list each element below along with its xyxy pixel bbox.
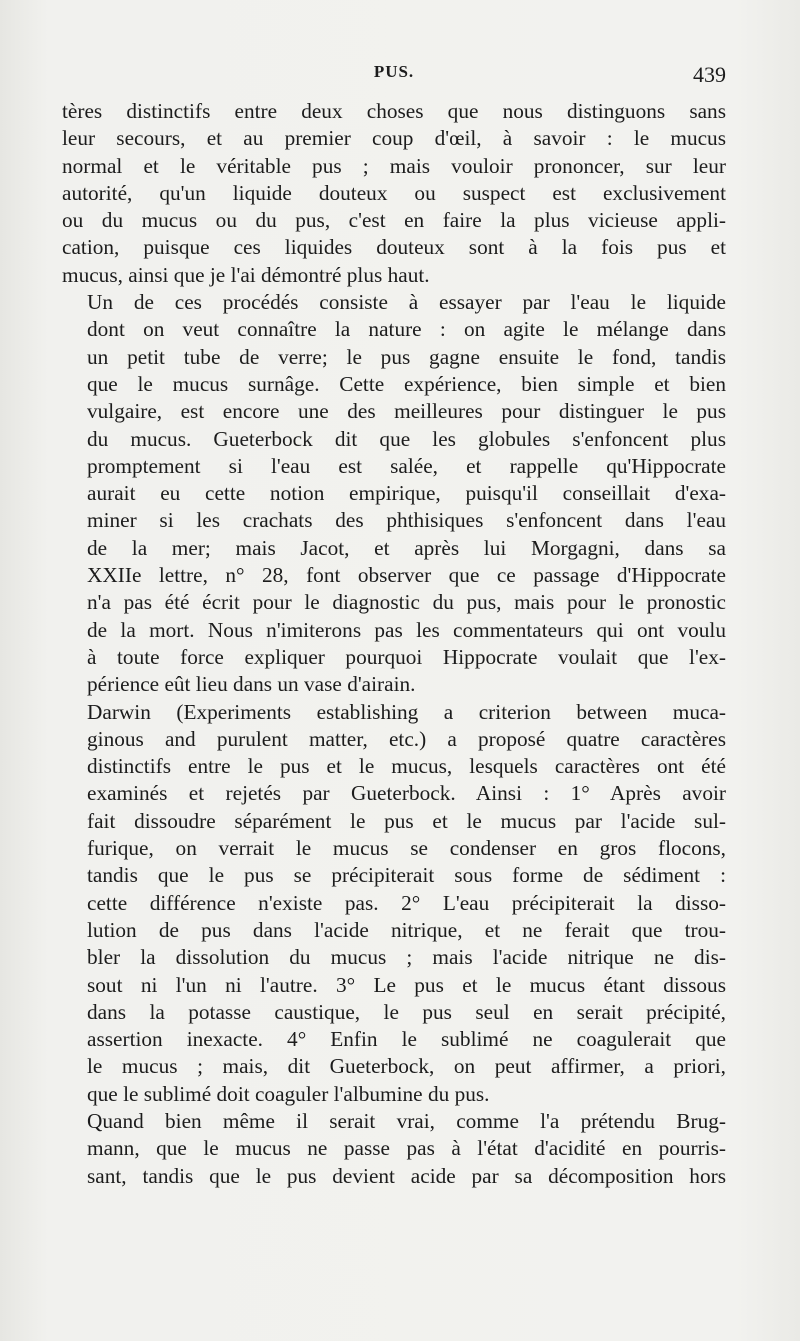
- paragraph-3: [62, 699, 726, 1108]
- text-line: ou du mucus ou du pus, c'est en faire la plus vicieuse appli-: [62, 208, 726, 233]
- text-line: dans la potasse caustique, le pus seul en serait précipité,: [87, 999, 726, 1024]
- text-line: mucus, ainsi que je l'ai démontré plus haut.: [62, 262, 430, 287]
- text-line: tandis que le pus se précipiterait sous forme de sédiment :: [87, 863, 726, 888]
- text-line: distinctifs entre le pus et le mucus, lesquels caractères ont été: [87, 754, 726, 779]
- text-line: ginous and purulent matter, etc.) a proposé quatre caractères: [87, 726, 726, 751]
- text-line: que le sublimé doit coaguler l'albumine du pus.: [87, 1081, 490, 1106]
- text-line: Darwin (Experiments establishing a criterion between muca-: [87, 699, 726, 724]
- text-line: aurait eu cette notion empirique, puisqu'il conseillait d'exa-: [87, 481, 726, 506]
- text-line: à toute force expliquer pourquoi Hippocrate voulait que l'ex-: [87, 644, 726, 669]
- paragraph-4: [62, 1108, 726, 1190]
- text-line: cation, puisque ces liquides douteux sont à la fois pus et: [62, 235, 726, 260]
- text-line: sant, tandis que le pus devient acide par sa décomposition hors: [87, 1163, 726, 1188]
- text-line: Un de ces procédés consiste à essayer par l'eau le liquide: [87, 290, 726, 315]
- text-line: fait dissoudre séparément le pus et le mucus par l'acide sul-: [87, 808, 726, 833]
- text-line: promptement si l'eau est salée, et rappelle qu'Hippocrate: [87, 453, 726, 478]
- text-line: bler la dissolution du mucus ; mais l'acide nitrique ne dis-: [87, 945, 726, 970]
- text-line: de la mer; mais Jacot, et après lui Morgagni, dans sa: [87, 535, 726, 560]
- text-line: examinés et rejetés par Gueterbock. Ainsi : 1° Après avoir: [87, 781, 726, 806]
- text-line: dont on veut connaître la nature : on agite le mélange dans: [87, 317, 726, 342]
- page-number: 439: [693, 62, 726, 87]
- text-line: périence eût lieu dans un vase d'airain.: [87, 672, 416, 697]
- text-line: miner si les crachats des phthisiques s'enfoncent dans l'eau: [87, 508, 726, 533]
- text-line: sout ni l'un ni l'autre. 3° Le pus et le mucus étant dissous: [87, 972, 726, 997]
- text-line: du mucus. Gueterbock dit que les globules s'enfoncent plus: [87, 426, 726, 451]
- text-line: le mucus ; mais, dit Gueterbock, on peut affirmer, a priori,: [87, 1054, 726, 1079]
- text-line: Quand bien même il serait vrai, comme l'a prétendu Brug-: [87, 1108, 726, 1133]
- text-line: tères distinctifs entre deux choses que nous distinguons sans: [62, 99, 726, 123]
- text-line: que le mucus surnâge. Cette expérience, bien simple et bien: [87, 371, 726, 396]
- text-line: vulgaire, est encore une des meilleures pour distinguer le pus: [87, 399, 726, 424]
- text-line: mann, que le mucus ne passe pas à l'état d'acidité en pourris-: [87, 1136, 726, 1161]
- text-line: assertion inexacte. 4° Enfin le sublimé ne coagulerait que: [87, 1027, 726, 1052]
- text-line: furique, on verrait le mucus se condenser en gros flocons,: [87, 836, 726, 861]
- text-line: lution de pus dans l'acide nitrique, et ne ferait que trou-: [87, 917, 726, 942]
- body-text: [62, 98, 726, 1190]
- paragraph-2: [62, 289, 726, 698]
- text-line: un petit tube de verre; le pus gagne ensuite le fond, tandis: [87, 344, 726, 369]
- text-line: cette différence n'existe pas. 2° L'eau précipiterait la disso-: [87, 890, 726, 915]
- page-header: [62, 62, 726, 92]
- text-line: de la mort. Nous n'imiterons pas les commentateurs qui ont voulu: [87, 617, 726, 642]
- text-line: leur secours, et au premier coup d'œil, à savoir : le mucus: [62, 126, 726, 151]
- paragraph-1: [62, 98, 726, 289]
- text-line: normal et le véritable pus ; mais vouloir prononcer, sur leur: [62, 153, 726, 178]
- text-line: n'a pas été écrit pour le diagnostic du pus, mais pour le pronostic: [87, 590, 726, 615]
- text-line: autorité, qu'un liquide douteux ou suspect est exclusivement: [62, 180, 726, 205]
- running-head: PUS.: [373, 62, 415, 81]
- text-line: XXIIe lettre, n° 28, font observer que ce passage d'Hippocrate: [87, 563, 726, 588]
